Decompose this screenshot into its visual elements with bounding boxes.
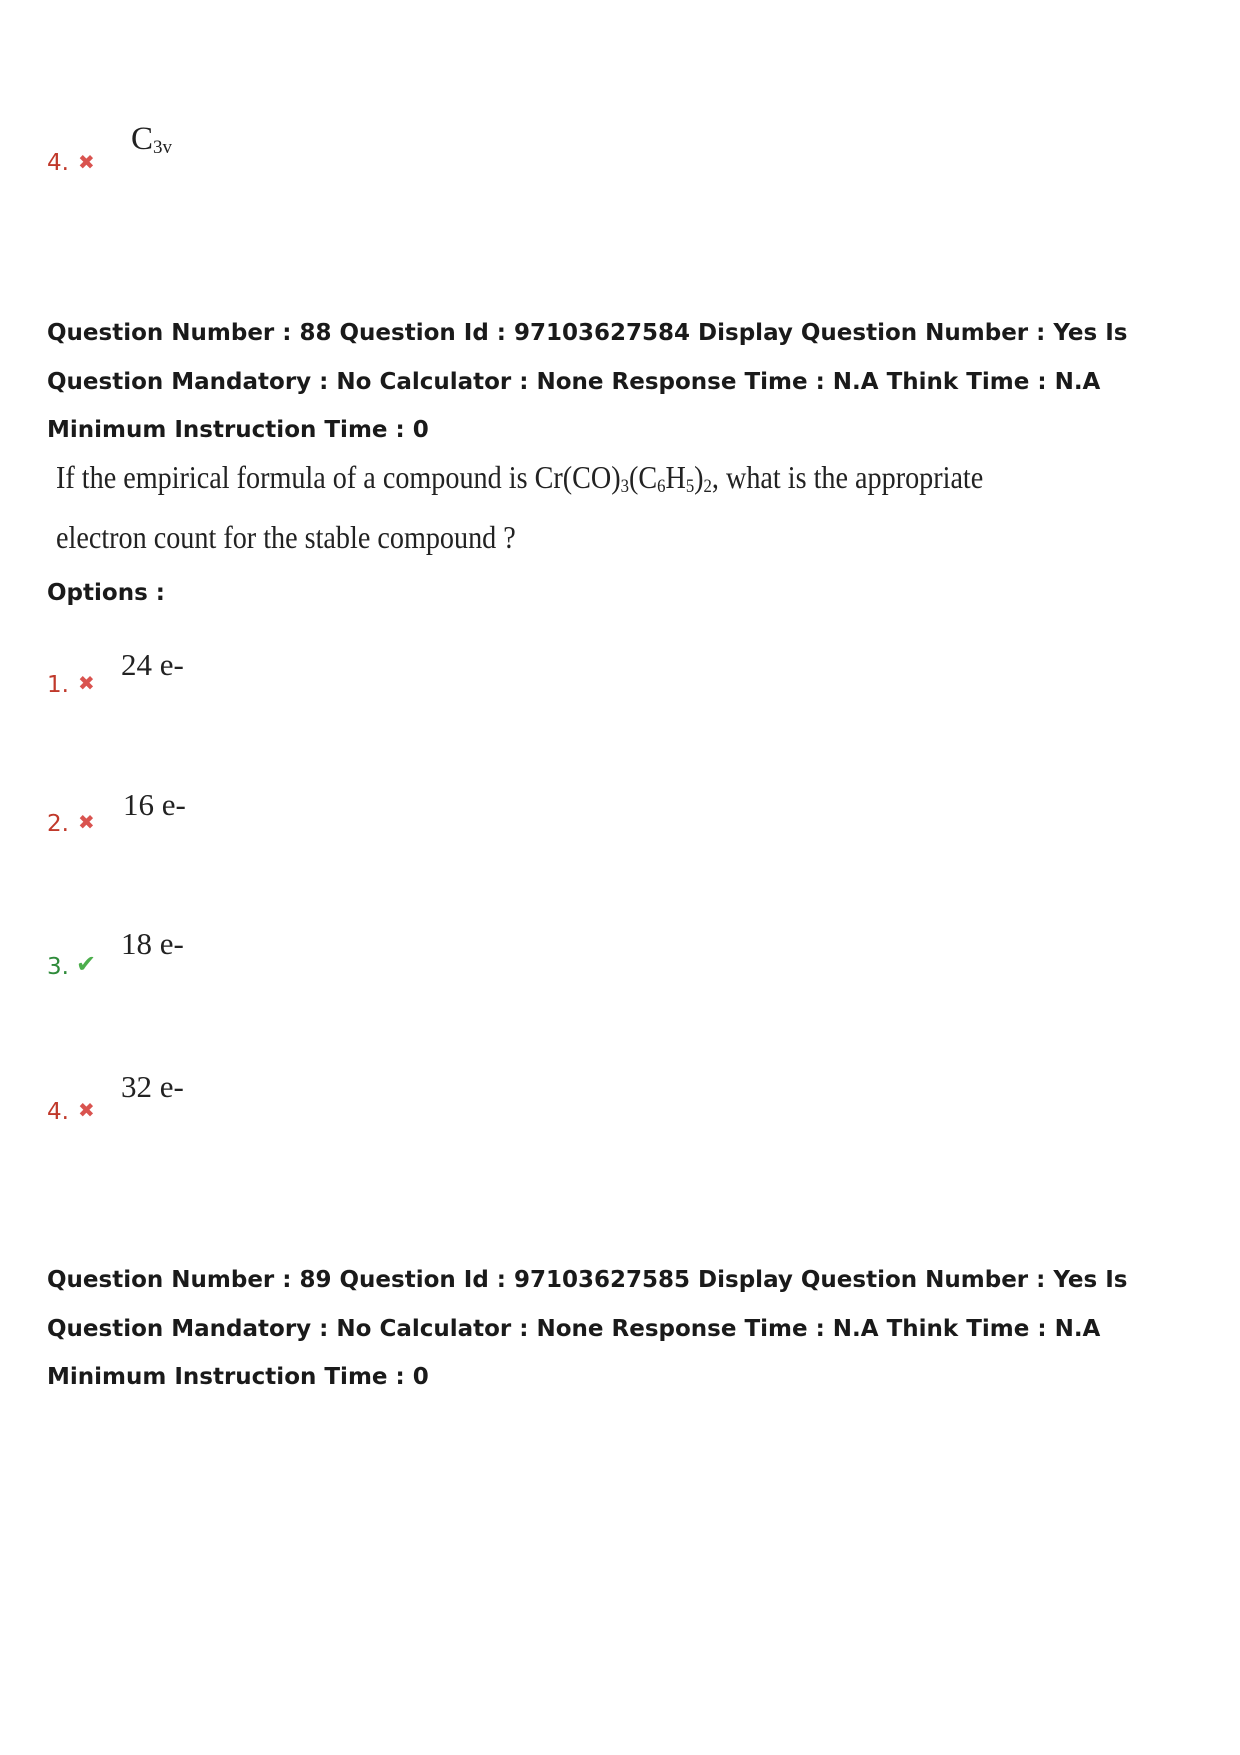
option-number: 2. bbox=[47, 811, 69, 837]
check-icon: ✔ bbox=[76, 950, 97, 978]
option-number: 4. bbox=[47, 150, 69, 176]
option-3 bbox=[47, 956, 69, 979]
option-1-text: 24 e- bbox=[121, 647, 184, 682]
option-2 bbox=[47, 813, 69, 836]
prev-option-4 bbox=[47, 152, 69, 175]
question-88-meta: Question Number : 88 Question Id : 97103627584 Display Question Number : Yes Is Question Mandatory : No Calculator : None Response Time : N.A Think Time : N.A Minimum Instruction Time : 0 bbox=[47, 320, 1128, 443]
option-number: 3. bbox=[47, 954, 69, 980]
option-number: 1. bbox=[47, 672, 69, 698]
cross-icon: ✖ bbox=[78, 810, 95, 834]
option-4-text: 32 e- bbox=[121, 1069, 184, 1104]
options-label: Options : bbox=[47, 580, 165, 606]
cross-icon: ✖ bbox=[78, 1098, 95, 1122]
option-image-text: $C_{3v}$ bbox=[131, 121, 173, 158]
option-4 bbox=[47, 1101, 69, 1124]
question-88-text: If the empirical formula of a compound is $Cr(CO)_3(C_6H_5)_2$, what is the appropriate electron count for the stable compound ? bbox=[56, 459, 984, 555]
cross-icon: ✖ bbox=[78, 671, 95, 695]
question-89-meta: Question Number : 89 Question Id : 97103627585 Display Question Number : Yes Is Question Mandatory : No Calculator : None Response Time : N.A Think Time : N.A Minimum Instruction Time : 0 bbox=[47, 1267, 1128, 1390]
option-2-text: 16 e- bbox=[123, 787, 186, 822]
cross-icon: ✖ bbox=[78, 150, 95, 174]
option-number: 4. bbox=[47, 1099, 69, 1125]
option-1 bbox=[47, 674, 69, 697]
option-3-text: 18 e- bbox=[121, 926, 184, 961]
